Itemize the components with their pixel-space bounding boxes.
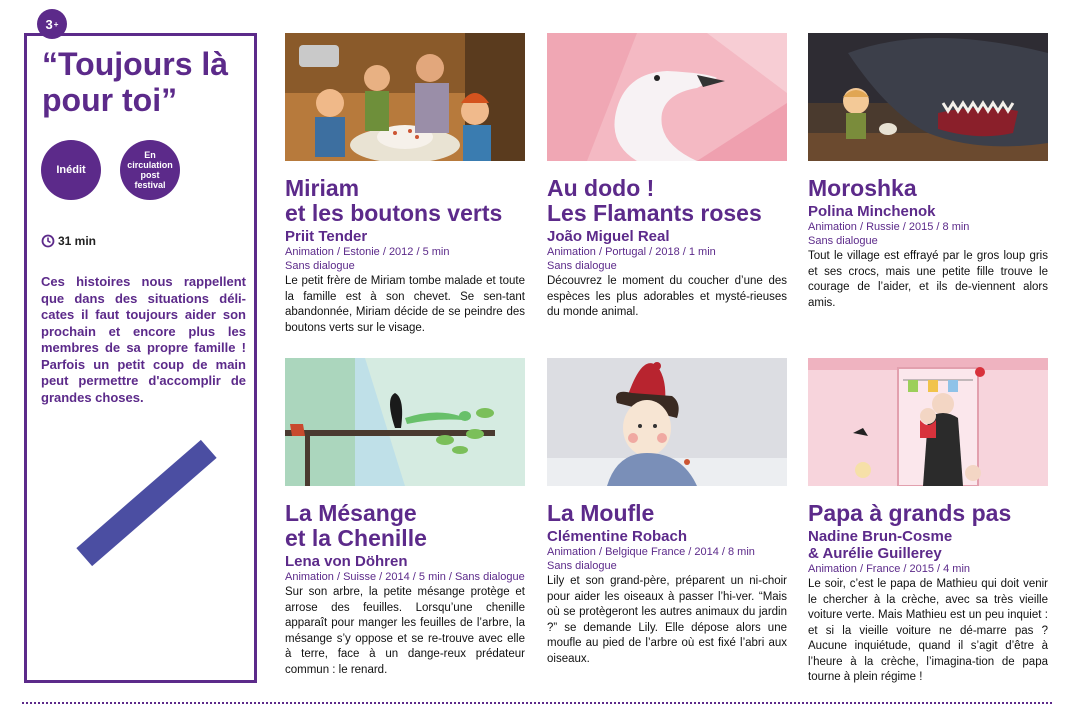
film-description: Lily et son grand-père, préparent un ni-choir pour aider les oiseaux à passer l’hi-ver. “Mais où se protègeront les autres animaux du jardin ?” se demande Lily. Elle dépose alors une moufle au pied de l’arbre où est fixé l’abri aux oiseaux. [547, 575, 787, 665]
film-card-la-moufle[interactable] [547, 358, 787, 667]
film-thumbnail[interactable] [547, 358, 787, 486]
badge-new: Inédit [41, 140, 101, 200]
duration-text: 31 min [58, 234, 97, 248]
film-author: Priit Tender [285, 228, 368, 245]
film-author-line1: Nadine Brun-Cosme [808, 528, 953, 545]
film-thumbnail[interactable] [808, 33, 1048, 161]
film-dialogue: Sans dialogue [547, 560, 617, 572]
film-title-line1: La Mésange [285, 500, 417, 526]
film-description: Tout le village est effrayé par le gros loup gris et ses crocs, mais une petite fille trouve le courage de l’aider, et ils de-viennent alors amis. [808, 250, 1048, 309]
decorative-stripe [76, 440, 216, 566]
bottom-divider [22, 702, 1052, 704]
film-description: Sur son arbre, la petite mésange protège et arrose des feuilles. Lorsqu’une chenille apparaît pour manger les feuilles de l’arbre, la mésange s’y oppose et se re-trouve avec elle à terre, face à un dange-reux prédateur commun : le renard. [285, 586, 525, 676]
film-author [808, 528, 1048, 562]
program-panel [24, 33, 257, 683]
age-suffix: + [53, 19, 59, 29]
film-thumbnail[interactable] [285, 358, 525, 486]
film-title-line1: Miriam [285, 175, 360, 201]
film-meta: Animation / Russie / 2015 / 8 min [808, 221, 970, 233]
film-card-moroshka[interactable] [808, 33, 1048, 311]
film-title-line2: Les Flamants roses [547, 200, 762, 226]
clock-icon [41, 234, 55, 248]
film-title [547, 176, 787, 226]
film-title-line1: Au dodo ! [547, 175, 655, 201]
program-intro: Ces histoires nous rappellent que dans des situations déli-cates il faut toujours aider son prochain et encore plus les membres de sa propre famille ! Parfois un petit coup de main peut permettre d'accomplir de grandes choses. [41, 274, 246, 405]
badge-circulation: En circulation post festival [120, 140, 180, 200]
film-author: Clémentine Robach [547, 528, 688, 545]
age-number: 3 [45, 16, 53, 32]
film-author: Polina Minchenok [808, 203, 936, 220]
film-card-au-dodo[interactable] [547, 33, 787, 321]
film-card-la-mesange[interactable] [285, 358, 525, 678]
film-thumbnail[interactable] [808, 358, 1048, 486]
film-meta: Animation / France / 2015 / 4 min [808, 563, 971, 575]
film-dialogue: Sans dialogue [808, 235, 878, 247]
film-card-miriam[interactable] [285, 33, 525, 336]
film-title-line1: Papa à grands pas [808, 500, 1012, 526]
film-title [808, 176, 1048, 201]
film-description: Découvrez le moment du coucher d’une des espèces les plus adorables et mysté-rieuses du monde animal. [547, 275, 787, 318]
film-title-line2: et les boutons verts [285, 200, 503, 226]
film-thumbnail[interactable] [547, 33, 787, 161]
film-title-line1: La Moufle [547, 500, 655, 526]
film-title [808, 501, 1048, 526]
film-title-line2: et la Chenille [285, 525, 427, 551]
film-description: Le soir, c’est le papa de Mathieu qui doit venir le chercher à la crèche, avec sa très vieille voiture verte. Mais Mathieu est un peu inquiet : et si la vieille voiture ne dé-marre pas ? Aucune inquiétude, quand il s’agit d’être à l’heure à la crèche, l’imagina-tion de papa tourne à plein régime ! [808, 578, 1048, 683]
film-title [547, 501, 787, 526]
film-dialogue: Sans dialogue [285, 260, 355, 272]
film-title [285, 501, 525, 551]
film-meta: Animation / Belgique France / 2014 / 8 min [547, 546, 755, 558]
film-author-line2: & Aurélie Guillerey [808, 545, 942, 562]
film-meta: Animation / Estonie / 2012 / 5 min [285, 246, 450, 258]
film-description: Le petit frère de Miriam tombe malade et toute la famille est à son chevet. Se sen-tant abandonnée, Miriam décide de se peindre des boutons verts sur le visage. [285, 275, 525, 334]
duration [41, 234, 96, 248]
film-dialogue: Sans dialogue [547, 260, 617, 272]
film-title [285, 176, 525, 226]
program-title: “Toujours là pour toi” [42, 46, 229, 118]
film-card-papa-a-grands-pas[interactable] [808, 358, 1048, 686]
film-author: Lena von Döhren [285, 553, 408, 570]
film-thumbnail[interactable] [285, 33, 525, 161]
film-author: João Miguel Real [547, 228, 670, 245]
film-title-line1: Moroshka [808, 175, 917, 201]
film-meta: Animation / Suisse / 2014 / 5 min / Sans dialogue [285, 571, 525, 583]
film-meta: Animation / Portugal / 2018 / 1 min [547, 246, 716, 258]
age-badge [37, 9, 67, 39]
